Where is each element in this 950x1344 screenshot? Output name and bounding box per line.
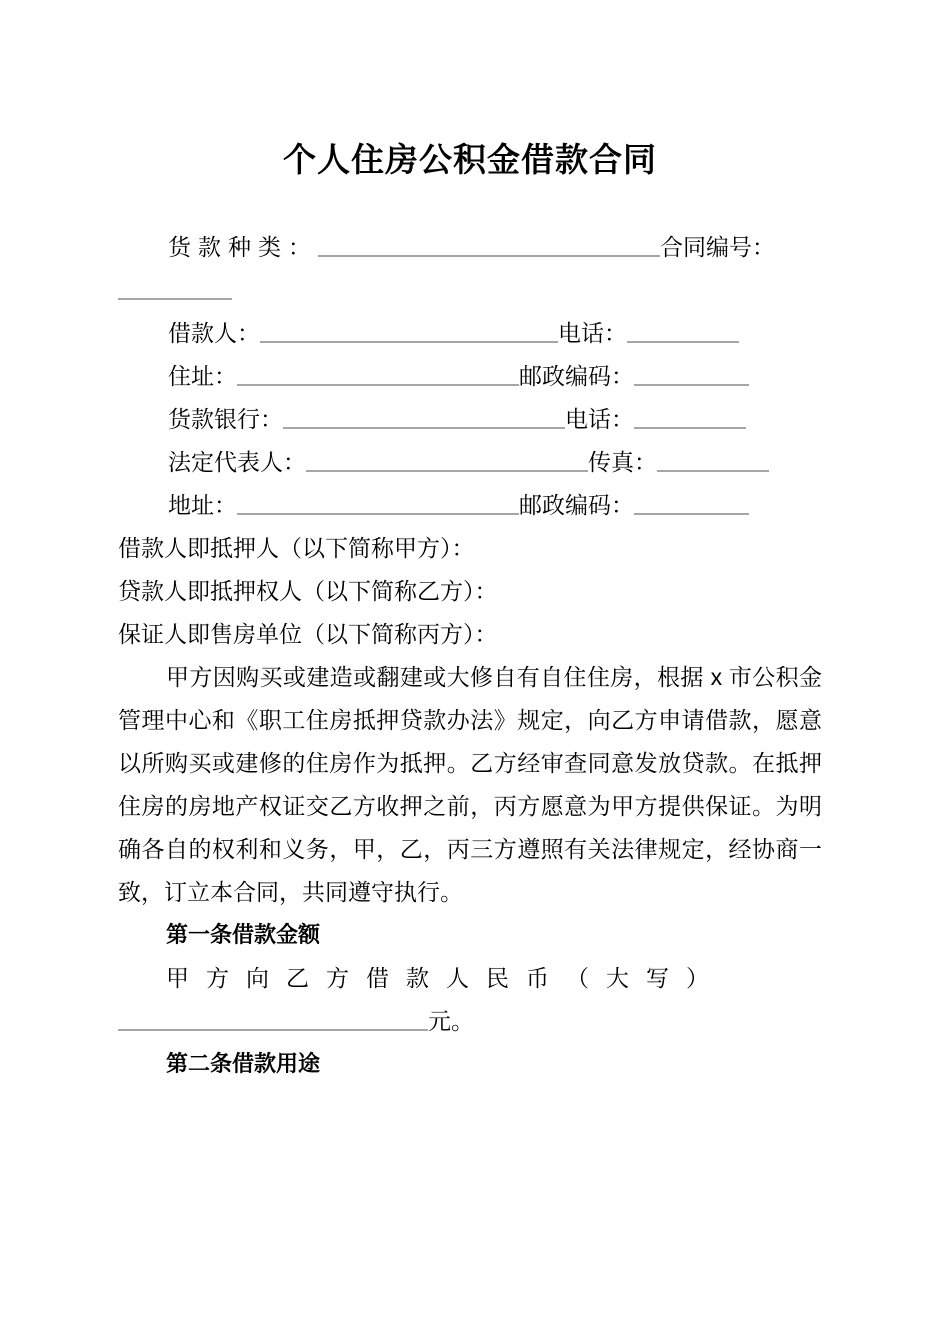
borrower-phone-input[interactable] [627,321,739,343]
document-title: 个人住房公积金借款合同 [283,140,657,179]
loan-bank-label: 货款银行： [168,406,283,432]
loan-bank-input[interactable] [283,407,565,429]
address-label: 住址： [168,363,237,389]
bank-postal-code-label: 邮政编码： [519,492,634,518]
bank-address-input[interactable] [237,493,519,515]
bank-postal-code-input[interactable] [634,493,749,515]
article-one-heading: 第一条借款金额 [166,922,321,948]
form-row-address [118,355,822,398]
party-line-yifang: 贷款人即抵押权人（以下简称乙方）： [118,578,498,604]
fax-input[interactable] [657,450,769,472]
loan-type-label: 货款种类： [168,234,318,260]
party-lines-block [118,527,822,656]
fax-label: 传真： [588,449,657,475]
legal-rep-input[interactable] [306,450,588,472]
form-row-bank-address [118,484,822,527]
page-content [118,0,822,1086]
form-row-loan-type [118,226,822,312]
loan-amount-input[interactable] [118,1009,428,1031]
recital-paragraph: 甲方因购买或建造或翻建或大修自有自住住房，根据 x 市公积金管理中心和《职工住房抵押贷款办法》规定，向乙方申请借款，愿意以所购买或建修的住房作为抵押。乙方经审查同意发放贷款。在抵押住房的房地产权证交乙方收押之前，丙方愿意为甲方提供保证。为明确各自的权利和义务，甲，乙，丙三方遵照有关法律规定，经协商一致，订立本合同，共同遵守执行。 [118,664,822,905]
loan-amount-unit: 元。 [428,1008,474,1034]
article-two-heading: 第二条借款用途 [166,1051,321,1077]
borrower-input[interactable] [260,321,558,343]
loan-amount-line: 甲方向乙方借款人民币（大写） [166,965,726,991]
borrower-phone-label: 电话： [558,320,627,346]
party-line-jiafang: 借款人即抵押人（以下简称甲方）： [118,535,475,561]
loan-type-input[interactable] [318,235,660,257]
form-row-borrower [118,312,822,355]
form-row-loan-bank [118,398,822,441]
borrower-label: 借款人： [168,320,260,346]
postal-code-input[interactable] [634,364,749,386]
contract-number-label: 合同编号： [660,234,775,260]
party-line-bingfang: 保证人即售房单位（以下简称丙方）： [118,621,498,647]
legal-rep-label: 法定代表人： [168,449,306,475]
form-fields-block [118,226,822,527]
contract-number-input[interactable] [118,278,232,300]
address-input[interactable] [237,364,519,386]
loan-bank-phone-label: 电话： [565,406,634,432]
loan-bank-phone-input[interactable] [634,407,746,429]
bank-address-label: 地址： [168,492,237,518]
postal-code-label: 邮政编码： [519,363,634,389]
form-row-legal-rep [118,441,822,484]
loan-amount-fill-row [118,1000,822,1043]
